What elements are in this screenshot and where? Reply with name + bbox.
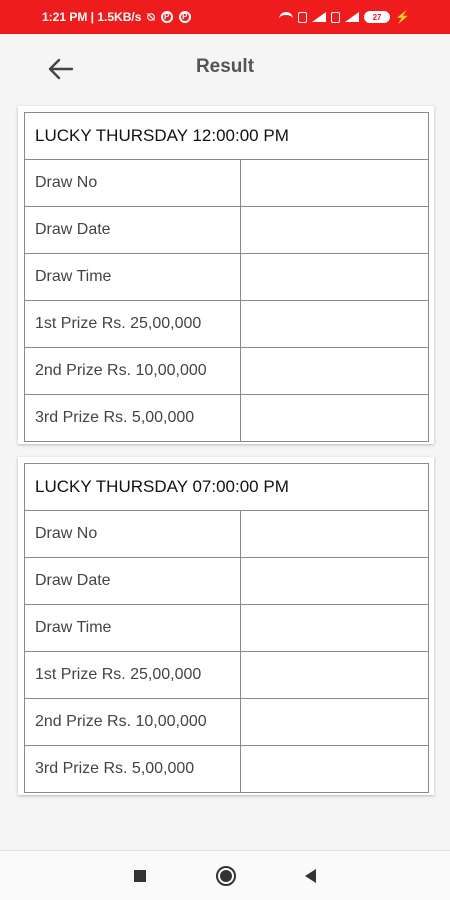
row-value bbox=[240, 254, 428, 301]
table-row bbox=[25, 652, 429, 699]
charging-icon: ⚡ bbox=[395, 10, 410, 24]
sim-icon bbox=[298, 12, 307, 23]
row-label: Draw Time bbox=[25, 605, 241, 652]
wifi-icon bbox=[279, 12, 293, 22]
result-title: LUCKY THURSDAY 07:00:00 PM bbox=[25, 464, 429, 511]
row-label: 3rd Prize Rs. 5,00,000 bbox=[25, 395, 241, 442]
circle-icon bbox=[215, 865, 237, 887]
row-label: Draw Date bbox=[25, 207, 241, 254]
alarm-off-icon: ⍉ bbox=[147, 9, 155, 24]
table-row bbox=[25, 301, 429, 348]
row-value bbox=[240, 160, 428, 207]
battery-icon: 27 bbox=[364, 11, 390, 23]
result-table-2 bbox=[24, 463, 429, 793]
result-card-1 bbox=[18, 106, 434, 444]
row-value bbox=[240, 746, 428, 793]
table-row bbox=[25, 605, 429, 652]
row-label: 2nd Prize Rs. 10,00,000 bbox=[25, 348, 241, 395]
recents-button[interactable] bbox=[129, 865, 151, 887]
row-label: Draw Time bbox=[25, 254, 241, 301]
table-row bbox=[25, 511, 429, 558]
row-value bbox=[240, 511, 428, 558]
status-time-speed: 1:21 PM | 1.5KB/s bbox=[42, 10, 142, 24]
status-left bbox=[42, 10, 191, 25]
table-row bbox=[25, 348, 429, 395]
row-label: 3rd Prize Rs. 5,00,000 bbox=[25, 746, 241, 793]
row-label: Draw No bbox=[25, 160, 241, 207]
row-label: Draw Date bbox=[25, 558, 241, 605]
row-label: Draw No bbox=[25, 511, 241, 558]
table-row bbox=[25, 207, 429, 254]
row-value bbox=[240, 652, 428, 699]
page-title: Result bbox=[195, 56, 255, 77]
table-row bbox=[25, 746, 429, 793]
table-row bbox=[25, 160, 429, 207]
status-right bbox=[279, 10, 410, 24]
row-value bbox=[240, 605, 428, 652]
square-icon bbox=[133, 869, 147, 883]
triangle-left-icon bbox=[303, 868, 317, 884]
parking-icon: P bbox=[161, 11, 173, 23]
table-row bbox=[25, 699, 429, 746]
row-value bbox=[240, 207, 428, 254]
result-header-row bbox=[25, 113, 429, 160]
result-table-1 bbox=[24, 112, 429, 442]
signal-icon bbox=[312, 12, 326, 22]
row-value bbox=[240, 348, 428, 395]
table-row bbox=[25, 395, 429, 442]
result-card-2 bbox=[18, 457, 434, 795]
row-label: 2nd Prize Rs. 10,00,000 bbox=[25, 699, 241, 746]
row-value bbox=[240, 301, 428, 348]
nav-back-button[interactable] bbox=[299, 865, 321, 887]
signal-2-icon bbox=[345, 12, 359, 22]
table-row bbox=[25, 558, 429, 605]
result-title: LUCKY THURSDAY 12:00:00 PM bbox=[25, 113, 429, 160]
home-button[interactable] bbox=[215, 865, 237, 887]
row-value bbox=[240, 558, 428, 605]
row-value bbox=[240, 699, 428, 746]
result-header-row bbox=[25, 464, 429, 511]
row-label: 1st Prize Rs. 25,00,000 bbox=[25, 652, 241, 699]
parking-icon-2: P bbox=[179, 11, 191, 23]
status-bar bbox=[0, 0, 450, 34]
app-bar bbox=[0, 34, 450, 102]
table-row bbox=[25, 254, 429, 301]
system-nav-bar bbox=[0, 850, 450, 900]
sim-2-icon bbox=[331, 12, 340, 23]
row-value bbox=[240, 395, 428, 442]
row-label: 1st Prize Rs. 25,00,000 bbox=[25, 301, 241, 348]
